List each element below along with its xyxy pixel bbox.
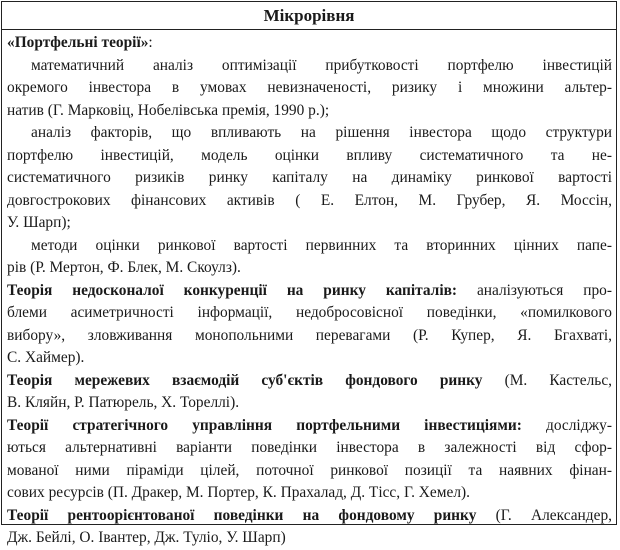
- strategic-line: мованої ними піраміди цілей, поточної ринкової позиції та наявних фінан-: [7, 461, 612, 479]
- portfolio-item2-line: У. Шарп);: [7, 214, 71, 231]
- portfolio-item1-line: окремого інвестора в умовах невизначеності, ризику і множини альтер-: [7, 79, 612, 96]
- portfolio-item1-line: математичний аналіз оптимізації прибутковості портфелю інвестицій: [31, 56, 612, 74]
- network-line: В. Кляйн, Р. Патюрель, Х. Тореллі).: [7, 394, 240, 411]
- portfolio-item2-line: портфелю інвестицій, модель оцінки впливу систематичного та не-: [7, 146, 612, 164]
- portfolio-item3-line: рів (Р. Мертон, Ф. Блек, М. Скоулз).: [7, 259, 241, 276]
- rent-title: Теорії рентоорієнтованої поведінки на фондовому ринку: [7, 506, 477, 524]
- imperfect-line: С. Хаймер).: [7, 349, 85, 366]
- portfolio-heading: «Портфельні теорії»:: [7, 34, 153, 51]
- strategic-line: сових ресурсів (П. Дракер, М. Портер, К. Прахалад, Д. Тісс, Г. Хемел).: [7, 484, 470, 501]
- imperfect-line: вибору», зловживання монопольними перевагами (Р. Купер, Я. Бгахваті,: [7, 326, 612, 344]
- theories-table: [1, 1, 617, 546]
- rent-line: Дж. Бейлі, О. Івантер, Дж. Туліо, У. Шарп): [7, 529, 286, 546]
- portfolio-item2-line: довгострокових фінансових активів ( Е. Елтон, М. Грубер, Я. Моссін,: [7, 191, 612, 209]
- portfolio-item1-line: натив (Г. Марковіц, Нобелівська премія, 1990 р.);: [7, 101, 330, 119]
- imperfect-line: блеми асиметричності інформації, недобросовісної поведінки, «помилкового: [7, 304, 612, 321]
- header-title: Мікрорівня: [263, 6, 355, 25]
- portfolio-item2-line: систематичного ризиків ринку капіталу на динаміку ринкової вартості: [7, 169, 612, 186]
- portfolio-title: «Портфельні теорії»: [7, 34, 149, 51]
- strategic-title: Теорії стратегічного управління портфельними інвестиціями:: [7, 416, 522, 434]
- imperfect-title: Теорія недосконалої конкуренції на ринку капіталів:: [7, 281, 458, 299]
- portfolio-item2-line: аналіз факторів, що впливають на рішення інвестора щодо структури: [31, 124, 612, 141]
- table-content: [2, 30, 616, 550]
- network-title: Теорія мережевих взаємодій суб'єктів фондового ринку: [7, 371, 483, 389]
- network-heading: Теорія мережевих взаємодій суб'єктів фондового ринку (М. Кастельс,: [7, 371, 612, 389]
- strategic-line: ються альтернативні варіанти поведінки інвестора в залежності від сфор-: [7, 439, 612, 456]
- portfolio-item3-line: методи оцінки ринкової вартості первинних та вторинних цінних папе-: [31, 236, 612, 254]
- table-header: [2, 2, 616, 30]
- strategic-heading: Теорії стратегічного управління портфельними інвестиціями: дослiджу-: [7, 416, 612, 434]
- imperfect-heading: Теорія недосконалої конкуренції на ринку капіталів: аналізуються про-: [7, 281, 612, 299]
- rent-heading: Теорії рентоорієнтованої поведінки на фондовому ринку (Г. Александер,: [7, 506, 612, 524]
